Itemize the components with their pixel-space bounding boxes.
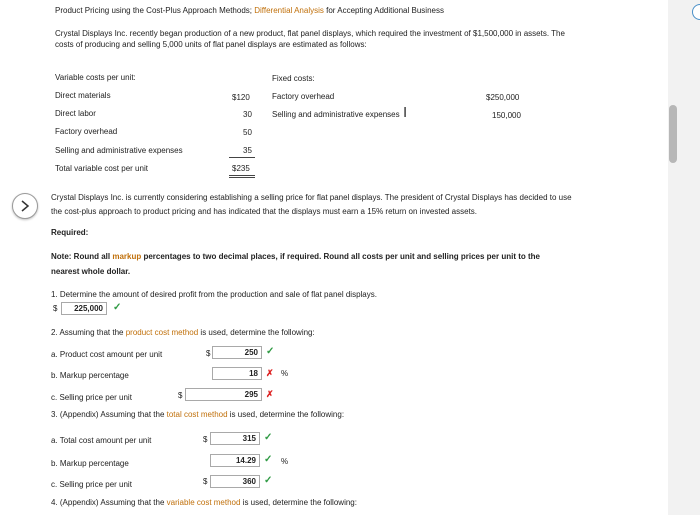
scenario-line-2: the cost-plus approach to product pricing and has indicated that the displays must earn a 15% return on invested assets. (51, 207, 478, 216)
variable-row-label: Direct labor (55, 109, 96, 118)
question-4 (51, 498, 357, 507)
percent-sign: % (281, 369, 289, 378)
variable-row-value: $235 (232, 164, 250, 173)
scrollbar-track[interactable] (668, 0, 700, 515)
q3-pre: 3. (Appendix) Assuming that the (51, 410, 167, 419)
question-3 (51, 410, 344, 419)
q3a-label: a. Total cost amount per unit (51, 436, 152, 445)
title-text-end: for Accepting Additional Business (323, 6, 444, 15)
q3-post: is used, determine the following: (227, 410, 345, 419)
q2-post: is used, determine the following: (198, 328, 315, 337)
product-cost-amount-input[interactable]: 250 (212, 346, 262, 359)
q2c-dollar-sign: $ (178, 391, 183, 400)
markup-link[interactable]: markup (112, 252, 142, 261)
product-selling-price-input[interactable]: 295 (185, 388, 262, 401)
total-selling-price-input[interactable]: 360 (210, 475, 260, 488)
q2-pre: 2. Assuming that the (51, 328, 126, 337)
note-rest: percentages to two decimal places, if required. Round all costs per unit and selling prices per unit to the (141, 252, 540, 261)
cross-icon: ✗ (266, 368, 274, 378)
q3a-dollar-sign: $ (203, 435, 208, 444)
differential-analysis-link[interactable]: Differential Analysis (254, 6, 324, 15)
fixed-row-value: 150,000 (492, 111, 521, 120)
variable-row-label: Direct materials (55, 91, 111, 100)
product-cost-method-link[interactable]: product cost method (125, 328, 199, 337)
total-cost-amount-input[interactable]: 315 (210, 432, 260, 445)
product-markup-input[interactable]: 18 (212, 367, 262, 380)
variable-row-value: 35 (243, 146, 252, 155)
page-title (55, 6, 444, 15)
check-icon: ✓ (264, 475, 273, 486)
variable-row-value: 50 (243, 128, 252, 137)
check-icon: ✓ (266, 346, 275, 357)
question-2 (51, 328, 315, 337)
q3c-dollar-sign: $ (203, 477, 208, 486)
q2a-dollar-sign: $ (206, 349, 211, 358)
total-underline (229, 157, 255, 158)
total-double-underline (229, 177, 255, 178)
cross-icon: ✗ (266, 389, 274, 399)
fixed-row-value: $250,000 (486, 93, 520, 102)
variable-costs-heading: Variable costs per unit: (55, 73, 136, 82)
fixed-costs-heading: Fixed costs: (272, 74, 315, 83)
title-text: Product Pricing using the Cost-Plus Approach Methods; (55, 6, 255, 15)
variable-row-label: Factory overhead (55, 127, 118, 136)
q4-pre: 4. (Appendix) Assuming that the (51, 498, 167, 507)
variable-row-label: Selling and administrative expenses (55, 146, 183, 155)
total-markup-input[interactable]: 14.29 (210, 454, 260, 467)
variable-row-value: 30 (243, 110, 252, 119)
note-prefix: Note: Round all (51, 252, 113, 261)
intro-line-2: costs of producing and selling 5,000 units of flat panel displays are estimated as follows: (55, 40, 367, 49)
fixed-row-label: Factory overhead (272, 92, 335, 101)
q2a-label: a. Product cost amount per unit (51, 350, 163, 359)
note-line-1 (51, 252, 540, 261)
question-1: 1. Determine the amount of desired profit from the production and sale of flat panel displays. (51, 290, 377, 299)
desired-profit-input[interactable]: 225,000 (61, 302, 107, 315)
check-icon: ✓ (113, 302, 122, 313)
check-icon: ✓ (264, 454, 273, 465)
chevron-right-icon (20, 200, 30, 212)
fixed-row-label: Selling and administrative expenses (272, 110, 400, 119)
required-label: Required: (51, 228, 89, 237)
next-arrow-button[interactable] (12, 193, 38, 219)
scrollbar-thumb[interactable] (669, 105, 677, 163)
variable-row-value: $120 (232, 93, 250, 102)
q3c-label: c. Selling price per unit (51, 480, 132, 489)
intro-line-1: Crystal Displays Inc. recently began production of a new product, flat panel displays, which required the investment of $1,500,000 in assets. The (55, 29, 565, 38)
total-double-underline (229, 175, 255, 176)
q4-post: is used, determine the following: (240, 498, 357, 507)
text-cursor-icon: I (403, 104, 408, 121)
variable-cost-method-link[interactable]: variable cost method (166, 498, 241, 507)
q2c-label: c. Selling price per unit (51, 393, 132, 402)
percent-sign: % (281, 457, 289, 466)
scenario-line-1: Crystal Displays Inc. is currently considering establishing a selling price for flat panel displays. The president of Crystal Displays has decided to use (51, 193, 572, 202)
total-cost-method-link[interactable]: total cost method (166, 410, 228, 419)
variable-row-label: Total variable cost per unit (55, 164, 148, 173)
q3b-label: b. Markup percentage (51, 459, 129, 468)
q1-dollar-sign: $ (53, 304, 58, 313)
check-icon: ✓ (264, 432, 273, 443)
q2b-label: b. Markup percentage (51, 371, 129, 380)
note-line-2: nearest whole dollar. (51, 267, 131, 276)
